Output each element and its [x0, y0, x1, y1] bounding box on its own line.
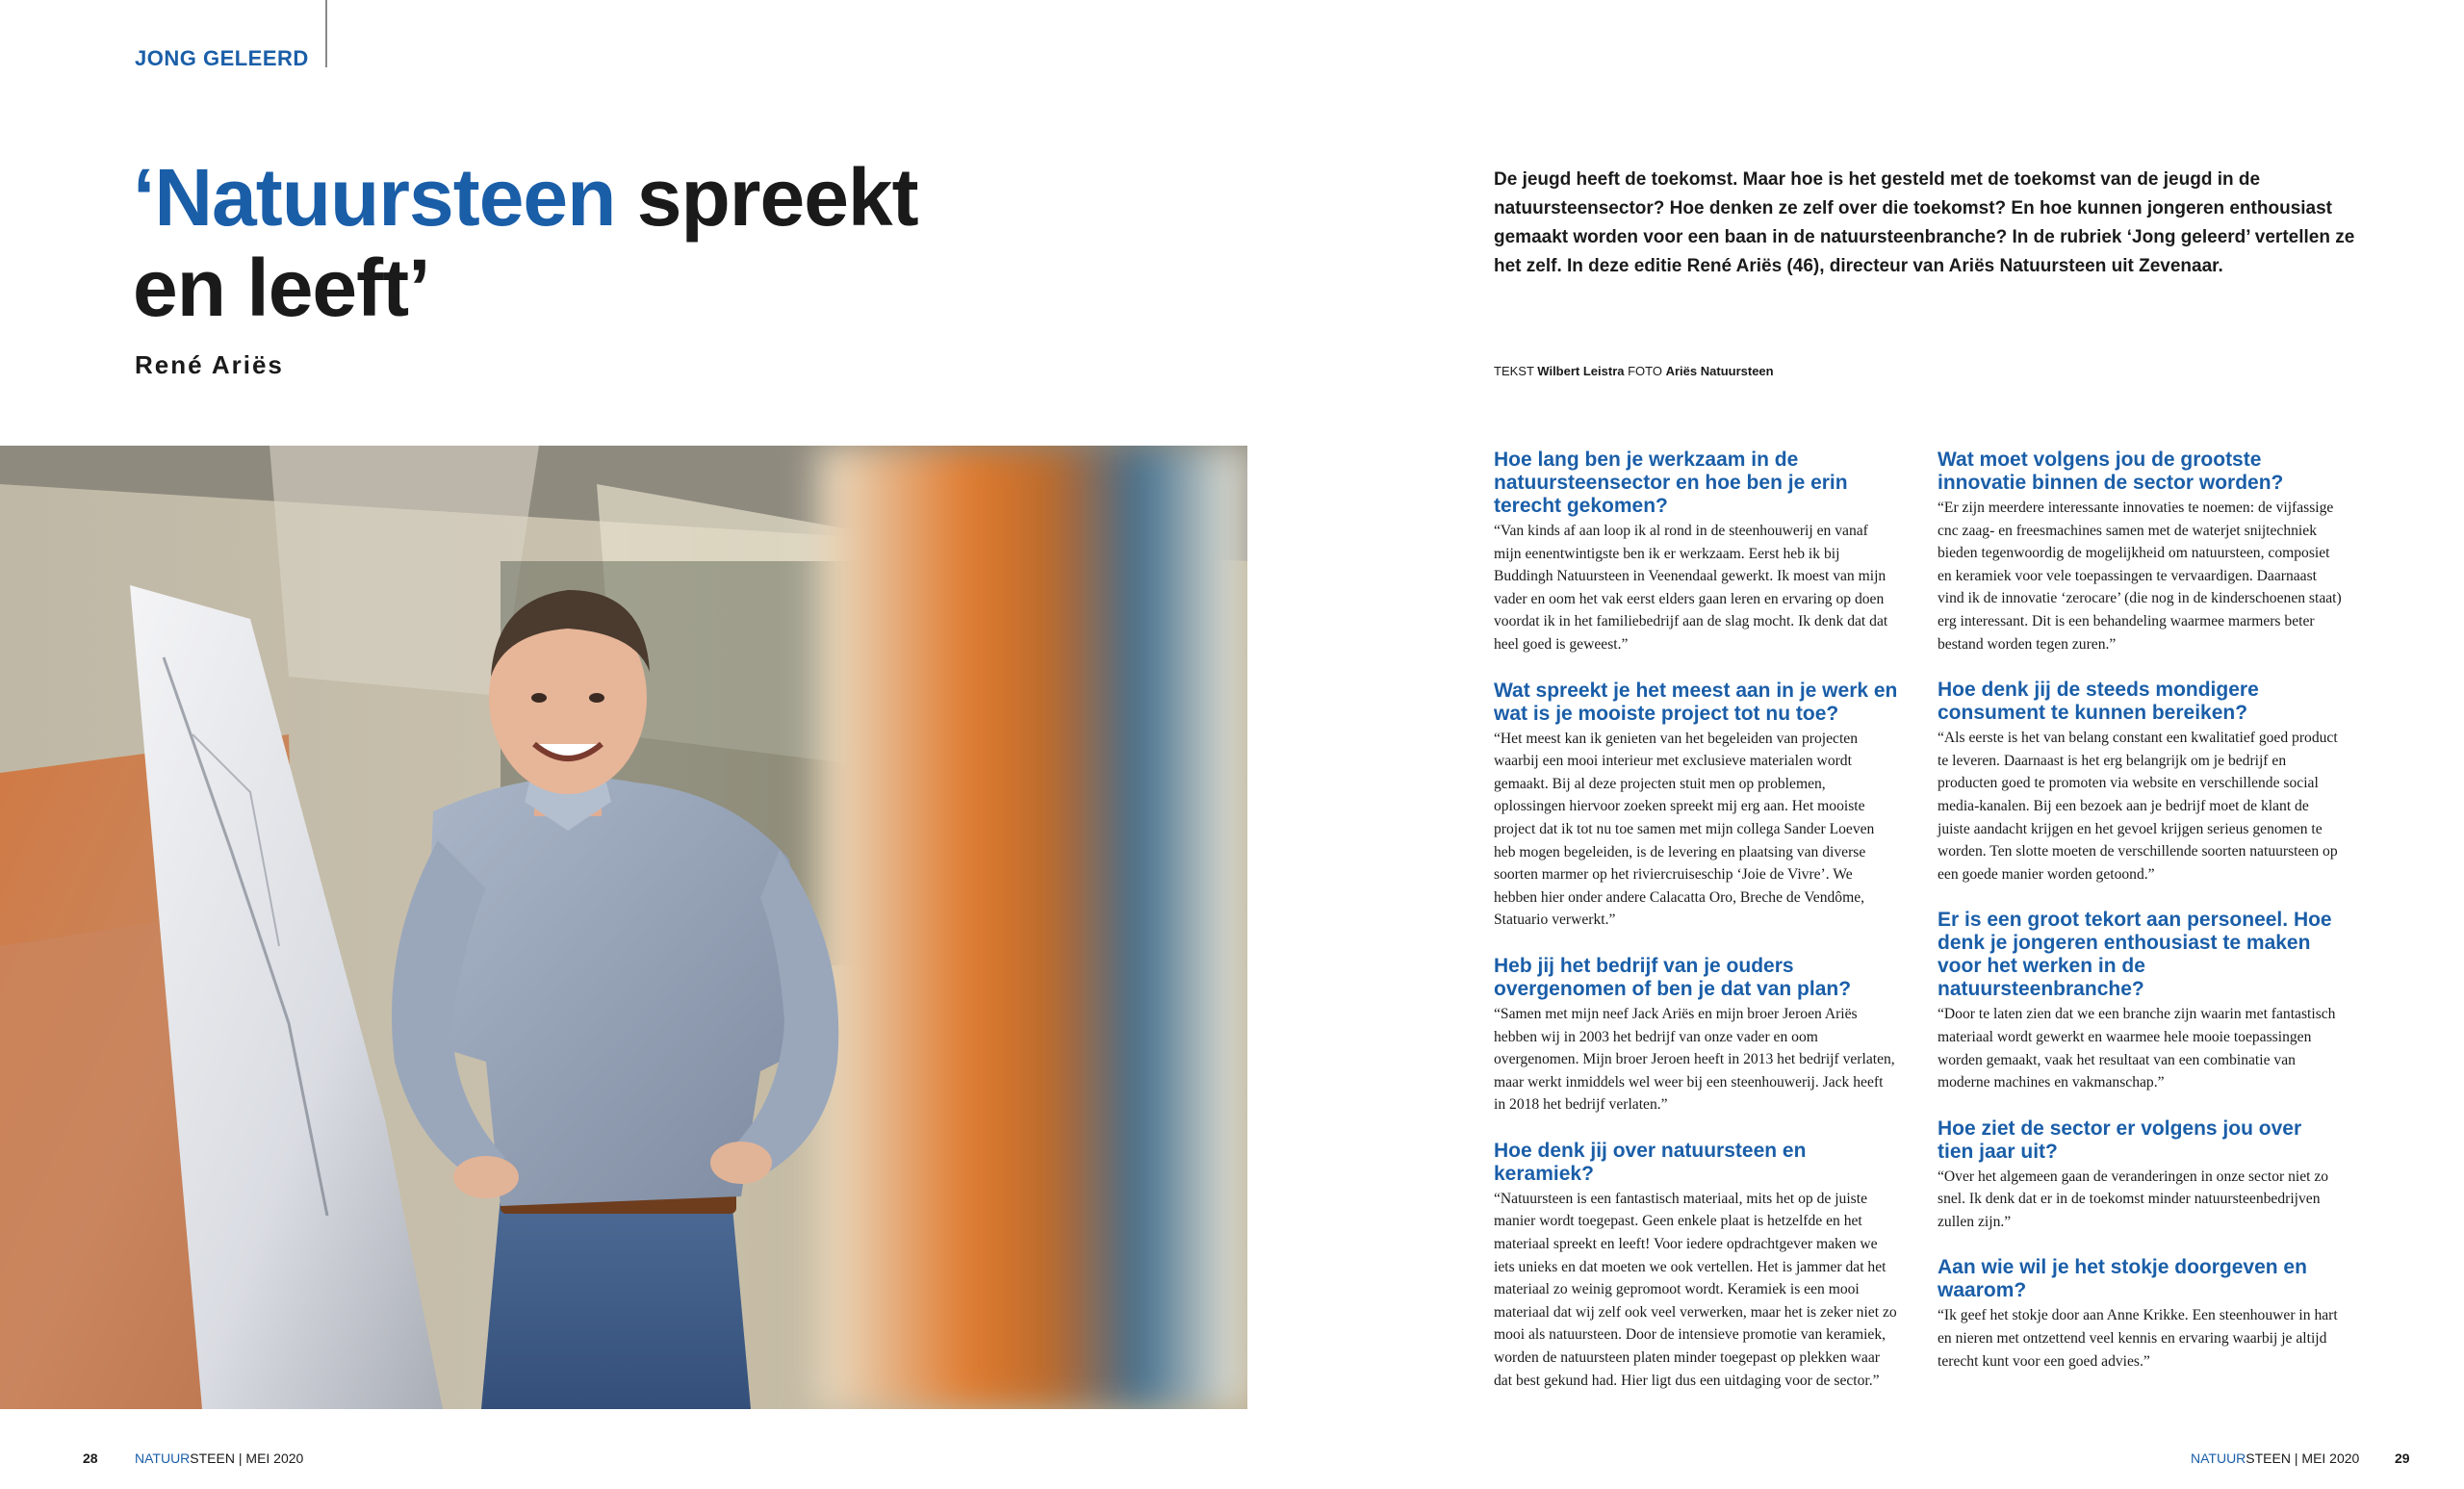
question: Wat moet volgens jou de grootste innovatie binnen de sector worden?: [1938, 449, 2284, 494]
portrait-photo: [0, 446, 1247, 1409]
footer-folio-right: [2191, 1450, 2359, 1466]
qa-block: [1938, 909, 2342, 1093]
qa-block: [1494, 449, 1898, 656]
section-label: JONG GELEERD: [135, 46, 309, 70]
question: Hoe denk jij over natuursteen en keramiek?: [1494, 1139, 1807, 1185]
footer-brand-natuur: NATUUR: [135, 1450, 191, 1466]
answer: “Van kinds af aan loop ik al rond in de steenhouwerij en vanaf mijn eenentwintigste ben ik er werkzaam. Eerst heb ik bij Buddingh Natuursteen in Veenendaal gewerkt. Ik moest van mijn vader en oom het vak eerst elders gaan leren en ervaring op doen voordat ik in het familiebedrijf aan de slag mocht. Ik denk dat dat heel goed is geweest.”: [1494, 523, 1888, 653]
page-number-left: 28: [83, 1450, 98, 1466]
question: Aan wie wil je het stokje doorgeven en waarom?: [1938, 1256, 2307, 1302]
article-intro: De jeugd heeft de toekomst. Maar hoe is het gesteld met de toekomst van de jeugd in de natuursteensector? Hoe denken ze zelf over die toekomst? En hoe kunnen jongeren enthousiast gemaakt worden voor een baan in de natuursteenbranche? In de rubriek ‘Jong geleerd’ vertellen ze het zelf. In deze editie René Ariës (46), directeur van Ariës Natuursteen uit Zevenaar.: [1494, 169, 2355, 276]
question: Hoe denk jij de steeds mondigere consument te kunnen bereiken?: [1938, 679, 2259, 725]
qa-block: [1938, 679, 2342, 886]
answer: “Het meest kan ik genieten van het begeleiden van projecten waarbij een mooi interieur met exclusieve materialen wordt gemaakt. Bij al deze projecten stuit men op problemen, oplossingen hiervoor zoeken spreekt mij erg aan. Het mooiste project dat ik tot nu toe samen met mijn collega Sander Loeven heb mogen begeleiden, is de levering en plaatsing van diverse soorten marmer op het riviercruiseschip ‘Joie de Vivre’. We hebben hier onder andere Calacatta Oro, Breche de Vendôme, Statuario verwerkt.”: [1494, 730, 1875, 929]
footer-brand-steen: STEEN: [2246, 1450, 2291, 1466]
credits-foto-name: Ariës Natuursteen: [1665, 364, 1774, 378]
question: Hoe ziet de sector er volgens jou over tien jaar uit?: [1938, 1117, 2302, 1163]
answer: “Over het algemeen gaan de veranderingen in onze sector niet zo snel. Ik denk dat er in de toekomst minder natuursteenbedrijven zullen zijn.”: [1938, 1168, 2329, 1230]
interview-column-right: [1938, 449, 2342, 1373]
qa-block: [1494, 680, 1898, 932]
article-credits: [1494, 364, 1774, 378]
question: Wat spreekt je het meest aan in je werk en wat is je mooiste project tot nu toe?: [1494, 679, 1898, 725]
question: Hoe lang ben je werkzaam in de natuursteensector en hoe ben je erin terecht gekomen?: [1494, 449, 1848, 517]
answer: “Er zijn meerdere interessante innovaties te noemen: de vijfassige cnc zaag- en freesmachines samen met de waterjet snijtechniek bieden tegenwoordig de mogelijkheid om natuursteen, composiet en keramiek voor vele toepassingen te vervaardigen. Daarnaast vind ik de innovatie ‘zerocare’ (die nog in de kinderschoenen staat) erg interessant. Dit is een behandeling waarmee marmers beter bestand worden tegen zuren.”: [1938, 500, 2342, 653]
article-title: [133, 152, 999, 333]
answer: “Als eerste is het van belang constant een kwalitatief goed product te leveren. Daarnaast is het erg belangrijk om je bedrijf en producten goed te promoten via website en verschillende social media-kanalen. Bij een bezoek aan je bedrijf moet de klant de juiste aandacht krijgen en het gevoel krijgen serieus genomen te worden. Ten slotte moeten de verschillende soorten natuursteen op een goede manier worden getoond.”: [1938, 730, 2338, 883]
header-divider: [325, 0, 327, 67]
answer: “Samen met mijn neef Jack Ariës en mijn broer Jeroen Ariës hebben wij in 2003 het bedrijf van onze vader en oom overgenomen. Mijn broer Jeroen heeft in 2013 het bedrijf verlaten, maar werkt inmiddels wel weer bij een steenhouwerij. Jack heeft in 2018 het bedrijf verlaten.”: [1494, 1005, 1895, 1114]
answer: “Natuursteen is een fantastisch materiaal, mits het op de juiste manier wordt toegepast. Geen enkele plaat is hetzelfde en het materiaal spreekt en leeft! Voor iedere opdrachtgever maken we iets unieks en dat moeten we ook vertellen. Het is jammer dat het materiaal zo weinig gepromoot wordt. Keramiek is een mooi materiaal dat wij zelf ook veel verwerken, maar het is zeker niet zo mooi als natuursteen. Door de intensieve promotie van keramiek, worden de natuursteen platen minder toegepast op plekken waar dat best gekund had. Hier ligt dus een uitdaging voor de sector.”: [1494, 1190, 1897, 1389]
page-number-right: 29: [2395, 1450, 2410, 1466]
question: Heb jij het bedrijf van je ouders overgenomen of ben je dat van plan?: [1494, 954, 1852, 1000]
qa-block: [1938, 1256, 2342, 1373]
qa-block: [1494, 955, 1898, 1117]
article-byline: René Ariës: [135, 350, 284, 379]
article-title-highlight: ‘Natuursteen: [133, 152, 616, 243]
credits-foto-label: FOTO: [1628, 364, 1662, 378]
interview-column-left: [1494, 449, 1898, 1392]
footer-issue: | MEI 2020: [2290, 1450, 2360, 1466]
answer: “Door te laten zien dat we een branche zijn waarin met fantastisch materiaal wordt gewerkt en waarmee hele mooie toepassingen worden gemaakt, vaak het resultaat van een combinatie van moderne machines en vakmanschap.”: [1938, 1006, 2336, 1091]
portrait-illustration: [0, 446, 1247, 1409]
credits-tekst-label: TEKST: [1494, 364, 1534, 378]
footer-brand-natuur: NATUUR: [2191, 1450, 2246, 1466]
answer: “Ik geef het stokje door aan Anne Krikke. Een steenhouwer in hart en nieren met ontzettend veel kennis en ervaring waarbij je altijd terecht kunt voor een goed advies.”: [1938, 1307, 2338, 1370]
footer-brand-steen: STEEN: [190, 1450, 235, 1466]
footer-folio-left: [135, 1450, 303, 1466]
qa-block: [1938, 1117, 2342, 1234]
article-title-rest: spreekt en leeft’: [133, 152, 918, 333]
qa-block: [1494, 1140, 1898, 1392]
footer-issue: | MEI 2020: [234, 1450, 304, 1466]
question: Er is een groot tekort aan personeel. Hoe denk je jongeren enthousiast te maken voor het werken in de natuursteenbranche?: [1938, 909, 2332, 1001]
credits-tekst-name: Wilbert Leistra: [1537, 364, 1625, 378]
qa-block: [1938, 449, 2342, 655]
